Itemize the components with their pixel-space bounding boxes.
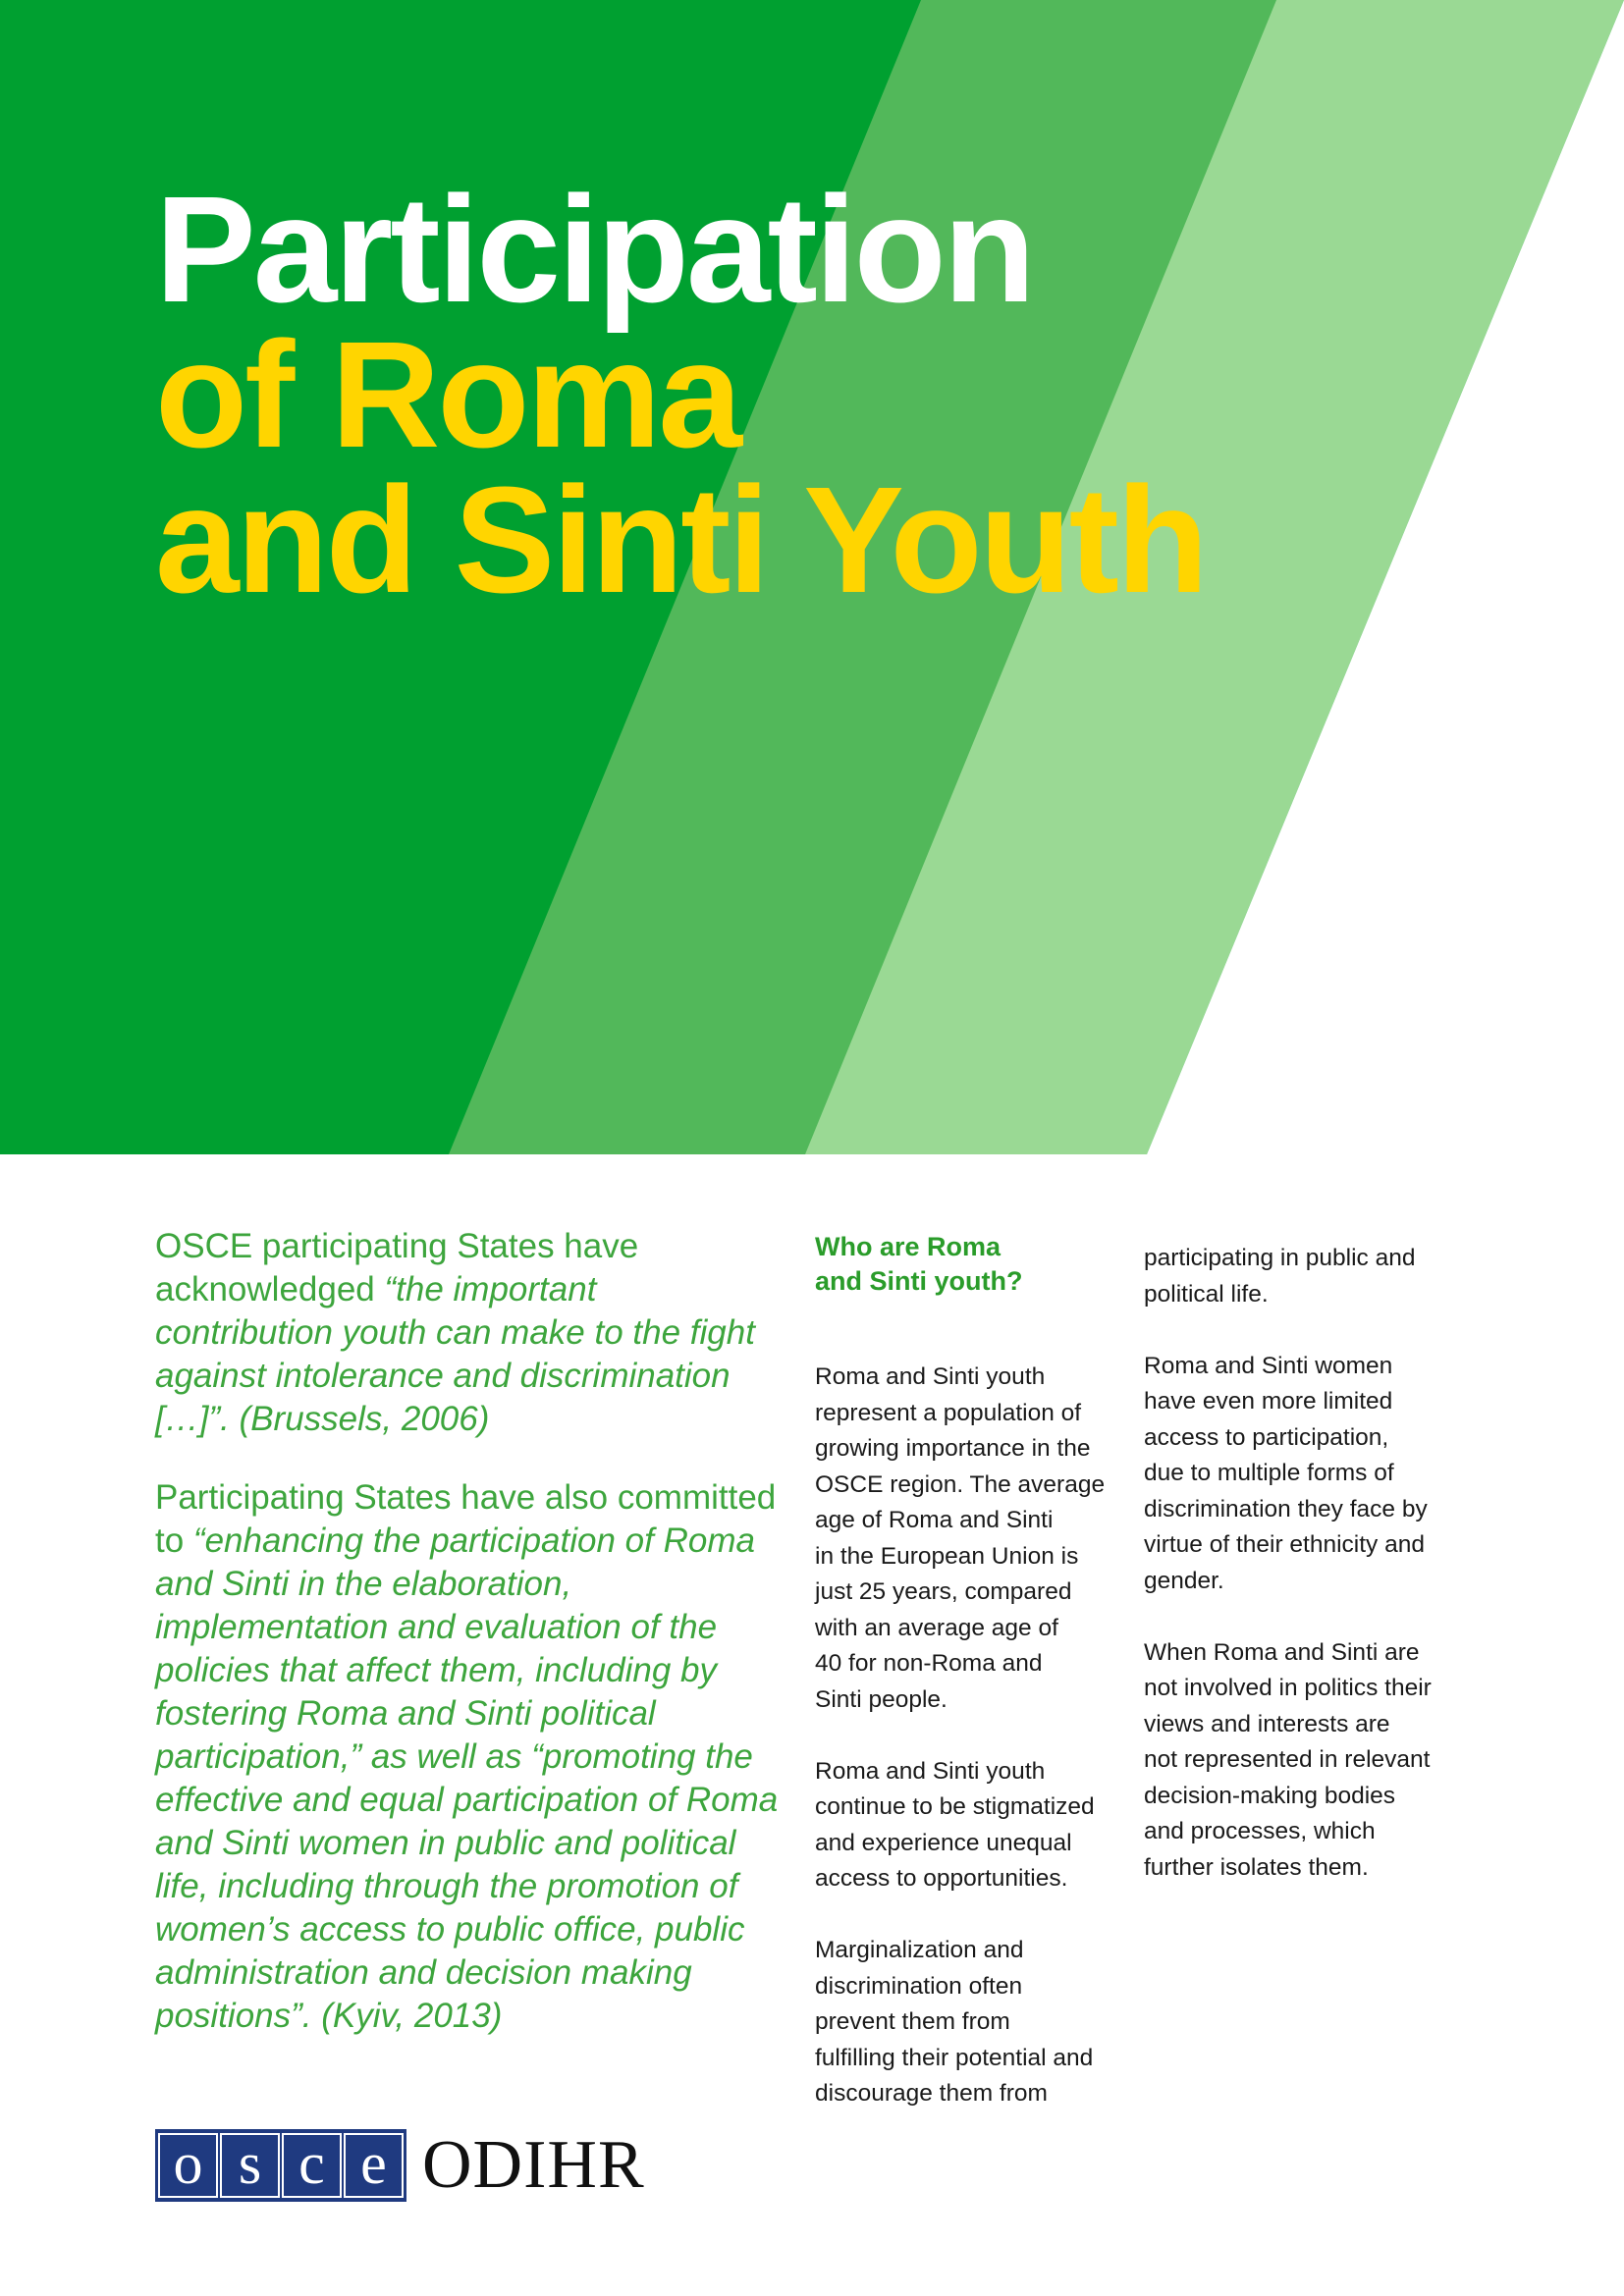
column2-paragraph-3: Marginalization and discrimination often prevent them from fulfilling their potential and discourage them from <box>815 1937 1094 2107</box>
intro-paragraph-1 <box>155 1225 784 1441</box>
intro-paragraph-2 <box>155 1476 784 2038</box>
intro-section <box>155 1225 784 2073</box>
column3-paragraph-2: Roma and Sinti women have even more limited access to participation, due to multiple forms of discrimination they face by virtue of their ethnicity and gender. <box>1144 1352 1428 1594</box>
title-line-1: Participation <box>155 165 1033 334</box>
title-line-2: of Roma <box>155 310 739 479</box>
odihr-wordmark: ODIHR <box>422 2127 645 2203</box>
intro-p1-text: OSCE participating States have acknowledged <box>155 1227 639 1308</box>
osce-odihr-logo <box>155 2127 645 2203</box>
osce-letter-o: o <box>158 2133 218 2198</box>
intro-p1-quote: “the important contribution youth can make to the fight against intolerance and discrimination […]”. (Brussels, 2006) <box>155 1270 755 1438</box>
column-2 <box>815 1230 1129 2148</box>
column2-paragraph-1: Roma and Sinti youth represent a population of growing importance in the OSCE region. The average age of Roma and Sinti in the European Union is just 25 years, compared with an average age of 40 for non-Roma and Sinti people. <box>815 1363 1106 1713</box>
column3-paragraph-3: When Roma and Sinti are not involved in politics their views and interests are not represented in relevant decision-making bodies and processes, which further isolates them. <box>1144 1638 1432 1881</box>
column3-paragraph-1: participating in public and political life. <box>1144 1245 1416 1308</box>
intro-p2-quote: “enhancing the participation of Roma and Sinti in the elaboration, implementation and evaluation of the policies that affect them, including by fostering Roma and Sinti political participation,” as well as “promoting the effective and equal participation of Roma and Sinti women in public and political life, including through the promotion of women’s access to public office, public administration and decision making positions”. (Kyiv, 2013) <box>155 1522 779 2035</box>
osce-letter-c: c <box>282 2133 342 2198</box>
column2-paragraph-2: Roma and Sinti youth continue to be stigmatized and experience unequal access to opportunities. <box>815 1757 1095 1892</box>
osce-letter-s: s <box>220 2133 280 2198</box>
title-line-3: and Sinti Youth <box>155 455 1206 624</box>
osce-letter-e: e <box>344 2133 404 2198</box>
page-title <box>155 165 1206 624</box>
section-heading: Who are Roma and Sinti youth? <box>815 1232 1023 1296</box>
intro-p2-text: Participating States have also committed to <box>155 1478 777 1560</box>
osce-logo-box <box>155 2129 406 2202</box>
column-3 <box>1144 1241 1468 1922</box>
